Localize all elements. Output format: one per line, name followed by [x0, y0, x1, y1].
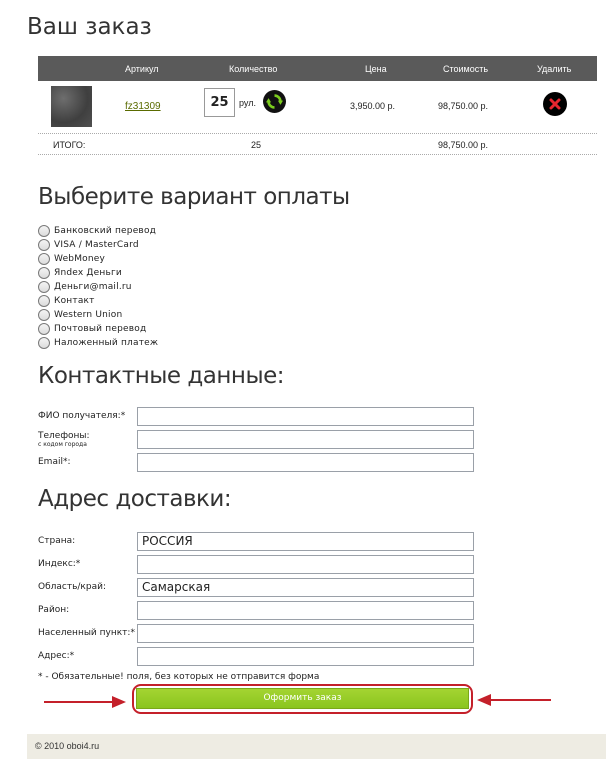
table-header — [38, 56, 597, 81]
quantity-unit: рул. — [239, 98, 256, 108]
right-arrow-head-icon — [477, 692, 491, 708]
refresh-icon[interactable] — [263, 90, 286, 113]
quantity-input[interactable]: 25 — [204, 88, 235, 117]
sku-link[interactable]: fz31309 — [125, 101, 161, 112]
radio-button[interactable] — [38, 323, 50, 335]
recipient-field[interactable] — [137, 407, 474, 426]
total-quantity: 25 — [251, 140, 262, 150]
district-field[interactable] — [137, 601, 474, 620]
payment-option-post[interactable]: Почтовый перевод — [38, 322, 158, 336]
payment-option-yandex[interactable]: Яndex Деньги — [38, 266, 158, 280]
district-label: Район: — [38, 605, 70, 615]
header-delete: Удалить — [537, 64, 572, 74]
footer-copyright: © 2010 oboi4.ru — [35, 741, 100, 751]
header-cost: Стоимость — [443, 64, 489, 74]
contacts-title: Контактные данные: — [38, 363, 285, 389]
payment-option-mailru[interactable]: Деньги@mail.ru — [38, 280, 158, 294]
radio-button[interactable] — [38, 239, 50, 251]
payment-options — [38, 224, 158, 350]
email-row — [38, 453, 478, 473]
submit-order-button[interactable]: Оформить заказ — [136, 688, 469, 709]
unit-price: 3,950.00 р. — [350, 101, 396, 111]
address-field[interactable] — [137, 647, 474, 666]
total-row — [38, 134, 597, 155]
payment-option-cod[interactable]: Наложенный платеж — [38, 336, 158, 350]
product-thumbnail[interactable] — [51, 86, 92, 127]
address-label: Адрес:* — [38, 651, 75, 661]
right-arrow-line — [489, 699, 551, 701]
delivery-title: Адрес доставки: — [38, 486, 232, 512]
phones-field[interactable] — [137, 430, 474, 449]
country-field[interactable]: РОССИЯ — [137, 532, 474, 551]
header-quantity: Количество — [229, 64, 278, 74]
region-field[interactable]: Самарская — [137, 578, 474, 597]
payment-option-webmoney[interactable]: WebMoney — [38, 252, 158, 266]
radio-button[interactable] — [38, 295, 50, 307]
required-note: * - Обязательные! поля, без которых не отправится форма — [38, 672, 320, 682]
recipient-label: ФИО получателя:* — [38, 411, 126, 421]
zip-field[interactable] — [137, 555, 474, 574]
left-arrow-line — [44, 701, 118, 703]
city-row — [38, 624, 478, 644]
country-label: Страна: — [38, 536, 76, 546]
recipient-row — [38, 407, 478, 427]
district-row — [38, 601, 478, 621]
payment-option-kontakt[interactable]: Контакт — [38, 294, 158, 308]
total-cost: 98,750.00 р. — [438, 140, 489, 150]
line-cost: 98,750.00 р. — [438, 101, 489, 111]
country-row — [38, 532, 478, 552]
payment-option-western-union[interactable]: Western Union — [38, 308, 158, 322]
radio-button[interactable] — [38, 267, 50, 279]
table-row — [38, 81, 597, 134]
radio-button[interactable] — [38, 253, 50, 265]
page-title: Ваш заказ — [27, 14, 152, 40]
radio-button[interactable] — [38, 309, 50, 321]
radio-button[interactable] — [38, 337, 50, 349]
zip-row — [38, 555, 478, 575]
radio-button[interactable] — [38, 281, 50, 293]
zip-label: Индекс:* — [38, 559, 81, 569]
email-field[interactable] — [137, 453, 474, 472]
delete-icon[interactable] — [543, 92, 567, 116]
footer — [27, 734, 606, 759]
phones-sublabel: с кодом города — [38, 441, 87, 448]
phones-label: Телефоны: — [38, 431, 90, 441]
region-row — [38, 578, 478, 598]
payment-title: Выберите вариант оплаты — [38, 184, 350, 210]
phones-row — [38, 430, 478, 450]
radio-button[interactable] — [38, 225, 50, 237]
city-label: Населенный пункт:* — [38, 628, 135, 638]
left-arrow-head-icon — [112, 694, 126, 710]
order-table — [38, 56, 597, 155]
address-row — [38, 647, 478, 667]
region-label: Область/край: — [38, 582, 106, 592]
payment-option-bank[interactable]: Банковский перевод — [38, 224, 158, 238]
header-price: Цена — [365, 64, 387, 74]
payment-option-visa[interactable]: VISA / MasterCard — [38, 238, 158, 252]
header-sku: Артикул — [125, 64, 159, 74]
email-label: Email*: — [38, 457, 71, 467]
total-label: ИТОГО: — [53, 140, 86, 150]
city-field[interactable] — [137, 624, 474, 643]
